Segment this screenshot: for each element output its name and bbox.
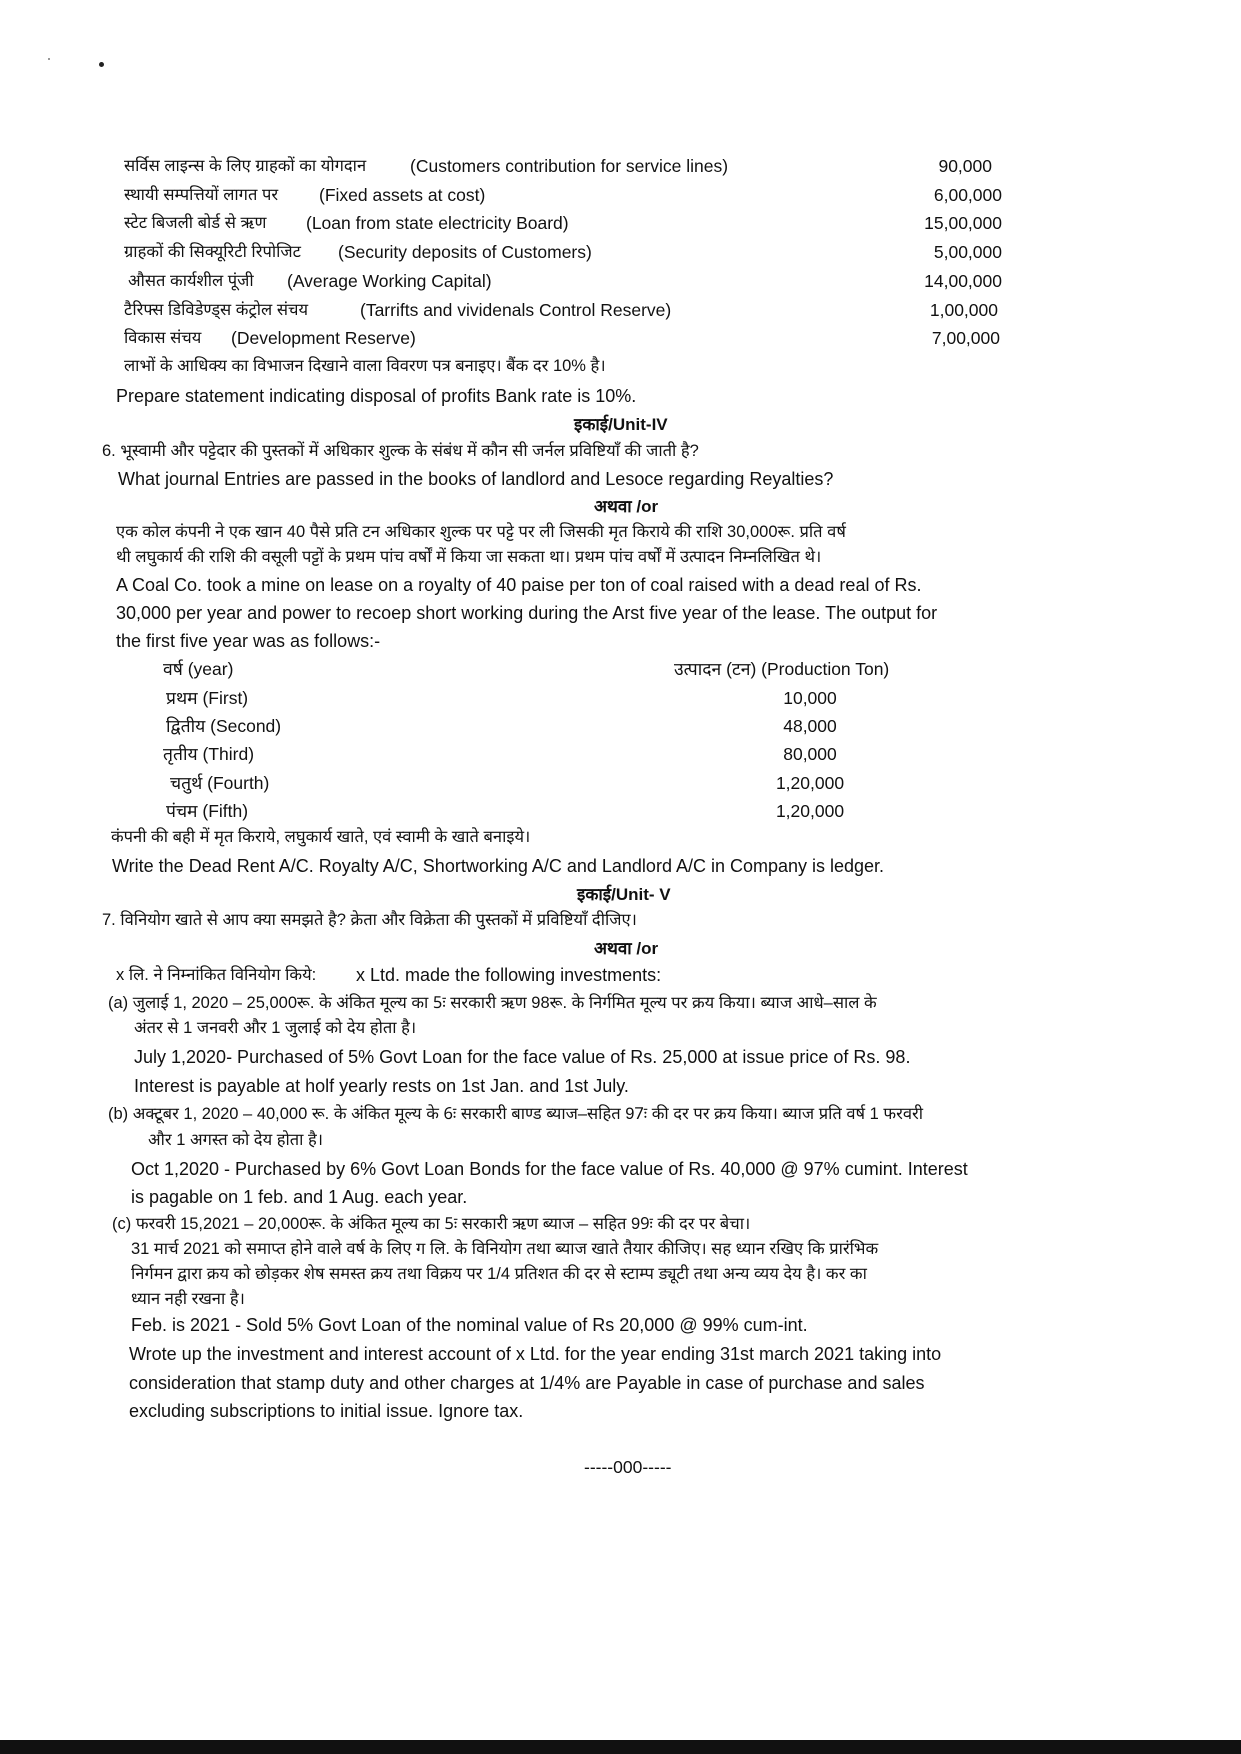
part-a-hindi-line: (a) जुलाई 1, 2020 – 25,000रू. के अंकित मूल्य का 5ः सरकारी ऋण 98रू. के निर्गमित मूल्य पर क्रय किया। ब्याज आधे–साल के bbox=[108, 994, 877, 1012]
unit-iv-heading: इकाई/Unit-IV bbox=[574, 415, 668, 434]
item-hi: स्थायी सम्पत्तियों लागत पर bbox=[124, 186, 279, 204]
item-amount: 6,00,000 bbox=[933, 185, 1002, 205]
table-row-production: 10,000 bbox=[783, 688, 837, 708]
q6b-tail-english: Write the Dead Rent A/C. Royalty A/C, Shortworking A/C and Landlord A/C in Company is ledger. bbox=[112, 856, 885, 876]
q6b-english-line: the first five year was as follows:- bbox=[116, 631, 381, 651]
part-c-english-line: excluding subscriptions to initial issue. Ignore tax. bbox=[129, 1401, 524, 1421]
part-c-english-line: consideration that stamp duty and other charges at 1/4% are Payable in case of purchase and sales bbox=[129, 1373, 925, 1393]
col-production-header: उत्पादन (टन) (Production Ton) bbox=[674, 659, 890, 679]
part-a-hindi-line: अंतर से 1 जनवरी और 1 जुलाई को देय होता है। bbox=[134, 1019, 417, 1037]
table-row-production: 48,000 bbox=[783, 716, 837, 736]
item-amount: 5,00,000 bbox=[933, 242, 1002, 262]
q6b-english-line: 30,000 per year and power to recoep short working during the Arst five year of the lease. The output for bbox=[116, 603, 938, 623]
item-amount: 90,000 bbox=[938, 156, 992, 176]
item-amount: 15,00,000 bbox=[924, 213, 1002, 233]
table-row-year: द्वितीय (Second) bbox=[166, 716, 282, 736]
item-hi: औसत कार्यशील पूंजी bbox=[128, 272, 254, 290]
item-en: (Average Working Capital) bbox=[287, 271, 492, 291]
q7b-intro-hindi: x लि. ने निम्नांकित विनियोग किये: bbox=[116, 966, 317, 984]
or-label: अथवा /or bbox=[594, 497, 659, 516]
part-b-hindi-line: और 1 अगस्त को देय होता है। bbox=[148, 1131, 324, 1149]
item-en: (Tarrifts and vividenals Control Reserve) bbox=[360, 300, 672, 320]
table-row-year: चतुर्थ (Fourth) bbox=[170, 773, 270, 793]
item-hi: ग्राहकों की सिक्यूरिटी रिपोजिट bbox=[124, 243, 301, 261]
or-label: अथवा /or bbox=[594, 939, 659, 958]
item-amount: 7,00,000 bbox=[931, 328, 1000, 348]
col-year-header: वर्ष (year) bbox=[163, 659, 234, 679]
item-en: (Customers contribution for service lines) bbox=[410, 156, 729, 176]
q7b-intro-english: x Ltd. made the following investments: bbox=[356, 965, 662, 985]
item-en: (Security deposits of Customers) bbox=[338, 242, 592, 262]
q6b-tail-hindi: कंपनी की बही में मृत किराये, लघुकार्य खाते, एवं स्वामी के खाते बनाइये। bbox=[111, 828, 531, 846]
q6b-hindi-line: थी लघुकार्य की राशि की वसूली पट्टों के प्रथम पांच वर्षों में किया जा सकता था। प्रथम पांच वर्षों में उत्पादन निम्नलिखित थे। bbox=[116, 548, 822, 566]
item-hi: विकास संचय bbox=[124, 329, 202, 347]
table-row-year: पंचम (Fifth) bbox=[166, 801, 249, 821]
item-en: (Development Reserve) bbox=[231, 328, 416, 348]
q6b-english-line: A Coal Co. took a mine on lease on a royalty of 40 paise per ton of coal raised with a dead real of Rs. bbox=[116, 575, 922, 595]
q6-english: What journal Entries are passed in the books of landlord and Lesoce regarding Reyalties? bbox=[118, 469, 834, 489]
scan-mark bbox=[99, 62, 104, 67]
part-c-hindi-line: (c) फरवरी 15,2021 – 20,000रू. के अंकित मूल्य का 5ः सरकारी ऋण ब्याज – सहित 99ः की दर पर बेचा। bbox=[112, 1215, 751, 1233]
part-b-english-line: is pagable on 1 feb. and 1 Aug. each year. bbox=[131, 1187, 468, 1207]
part-c-hindi-line: निर्गमन द्वारा क्रय को छोड़कर शेष समस्त क्रय तथा विक्रय पर 1/4 प्रतिशत की दर से स्टाम्प ड्यूटी तथा अन्य व्यय देय है। कर का bbox=[131, 1265, 867, 1283]
item-hi: स्टेट बिजली बोर्ड से ऋण bbox=[124, 214, 267, 232]
q6b-hindi-line: एक कोल कंपनी ने एक खान 40 पैसे प्रति टन अधिकार शुल्क पर पट्टे पर ली जिसकी मृत किराये की राशि 30,000रू. प्रति वर्ष bbox=[116, 523, 846, 541]
item-amount: 14,00,000 bbox=[924, 271, 1002, 291]
part-b-english-line: Oct 1,2020 - Purchased by 6% Govt Loan Bonds for the face value of Rs. 40,000 @ 97% cumint. Interest bbox=[131, 1159, 968, 1179]
q5-hindi: लाभों के आधिक्य का विभाजन दिखाने वाला विवरण पत्र बनाइए। बैंक दर 10% है। bbox=[124, 357, 606, 375]
item-hi: टैरिफ्स डिविडेण्ड्स कंट्रोल संचय bbox=[124, 301, 309, 319]
item-amount: 1,00,000 bbox=[929, 300, 998, 320]
part-c-english-line: Wrote up the investment and interest account of x Ltd. for the year ending 31st march 2021 taking into bbox=[129, 1344, 942, 1364]
part-b-hindi-line: (b) अक्टूबर 1, 2020 – 40,000 रू. के अंकित मूल्य के 6ः सरकारी बाण्ड ब्याज–सहित 97ः की दर पर क्रय किया। ब्याज प्रति वर्ष 1 फरवरी bbox=[108, 1105, 924, 1123]
item-hi: सर्विस लाइन्स के लिए ग्राहकों का योगदान bbox=[124, 157, 367, 175]
scan-speck bbox=[48, 58, 50, 60]
part-a-english-line: Interest is payable at holf yearly rests on 1st Jan. and 1st July. bbox=[134, 1076, 629, 1096]
q6-hindi: 6. भूस्वामी और पट्टेदार की पुस्तकों में अधिकार शुल्क के संबंध में कौन सी जर्नल प्रविष्टियाँ की जाती है? bbox=[102, 442, 699, 460]
page-footer: -----000----- bbox=[584, 1457, 672, 1477]
part-c-hindi-line: 31 मार्च 2021 को समाप्त होने वाले वर्ष के लिए ग लि. के विनियोग तथा ब्याज खाते तैयार कीजिए। सह ध्यान रखिए कि प्रारंभिक bbox=[131, 1240, 879, 1258]
scan-border bbox=[0, 1740, 1241, 1754]
part-c-hindi-line: ध्यान नही रखना है। bbox=[131, 1290, 245, 1308]
table-row-production: 1,20,000 bbox=[775, 773, 845, 793]
part-c-english-line: Feb. is 2021 - Sold 5% Govt Loan of the nominal value of Rs 20,000 @ 99% cum-int. bbox=[131, 1315, 808, 1335]
q7-hindi: 7. विनियोग खाते से आप क्या समझते है? क्रेता और विक्रेता की पुस्तकों में प्रविष्टियाँ दीजिए। bbox=[102, 911, 637, 929]
item-en: (Loan from state electricity Board) bbox=[306, 213, 569, 233]
table-row-production: 80,000 bbox=[783, 744, 837, 764]
part-a-english-line: July 1,2020- Purchased of 5% Govt Loan for the face value of Rs. 25,000 at issue price of Rs. 98. bbox=[134, 1047, 911, 1067]
table-row-year: तृतीय (Third) bbox=[163, 744, 255, 764]
item-en: (Fixed assets at cost) bbox=[319, 185, 486, 205]
q5-english: Prepare statement indicating disposal of profits Bank rate is 10%. bbox=[116, 386, 637, 406]
unit-v-heading: इकाई/Unit- V bbox=[577, 885, 671, 904]
table-row-year: प्रथम (First) bbox=[166, 688, 249, 708]
table-row-production: 1,20,000 bbox=[775, 801, 845, 821]
